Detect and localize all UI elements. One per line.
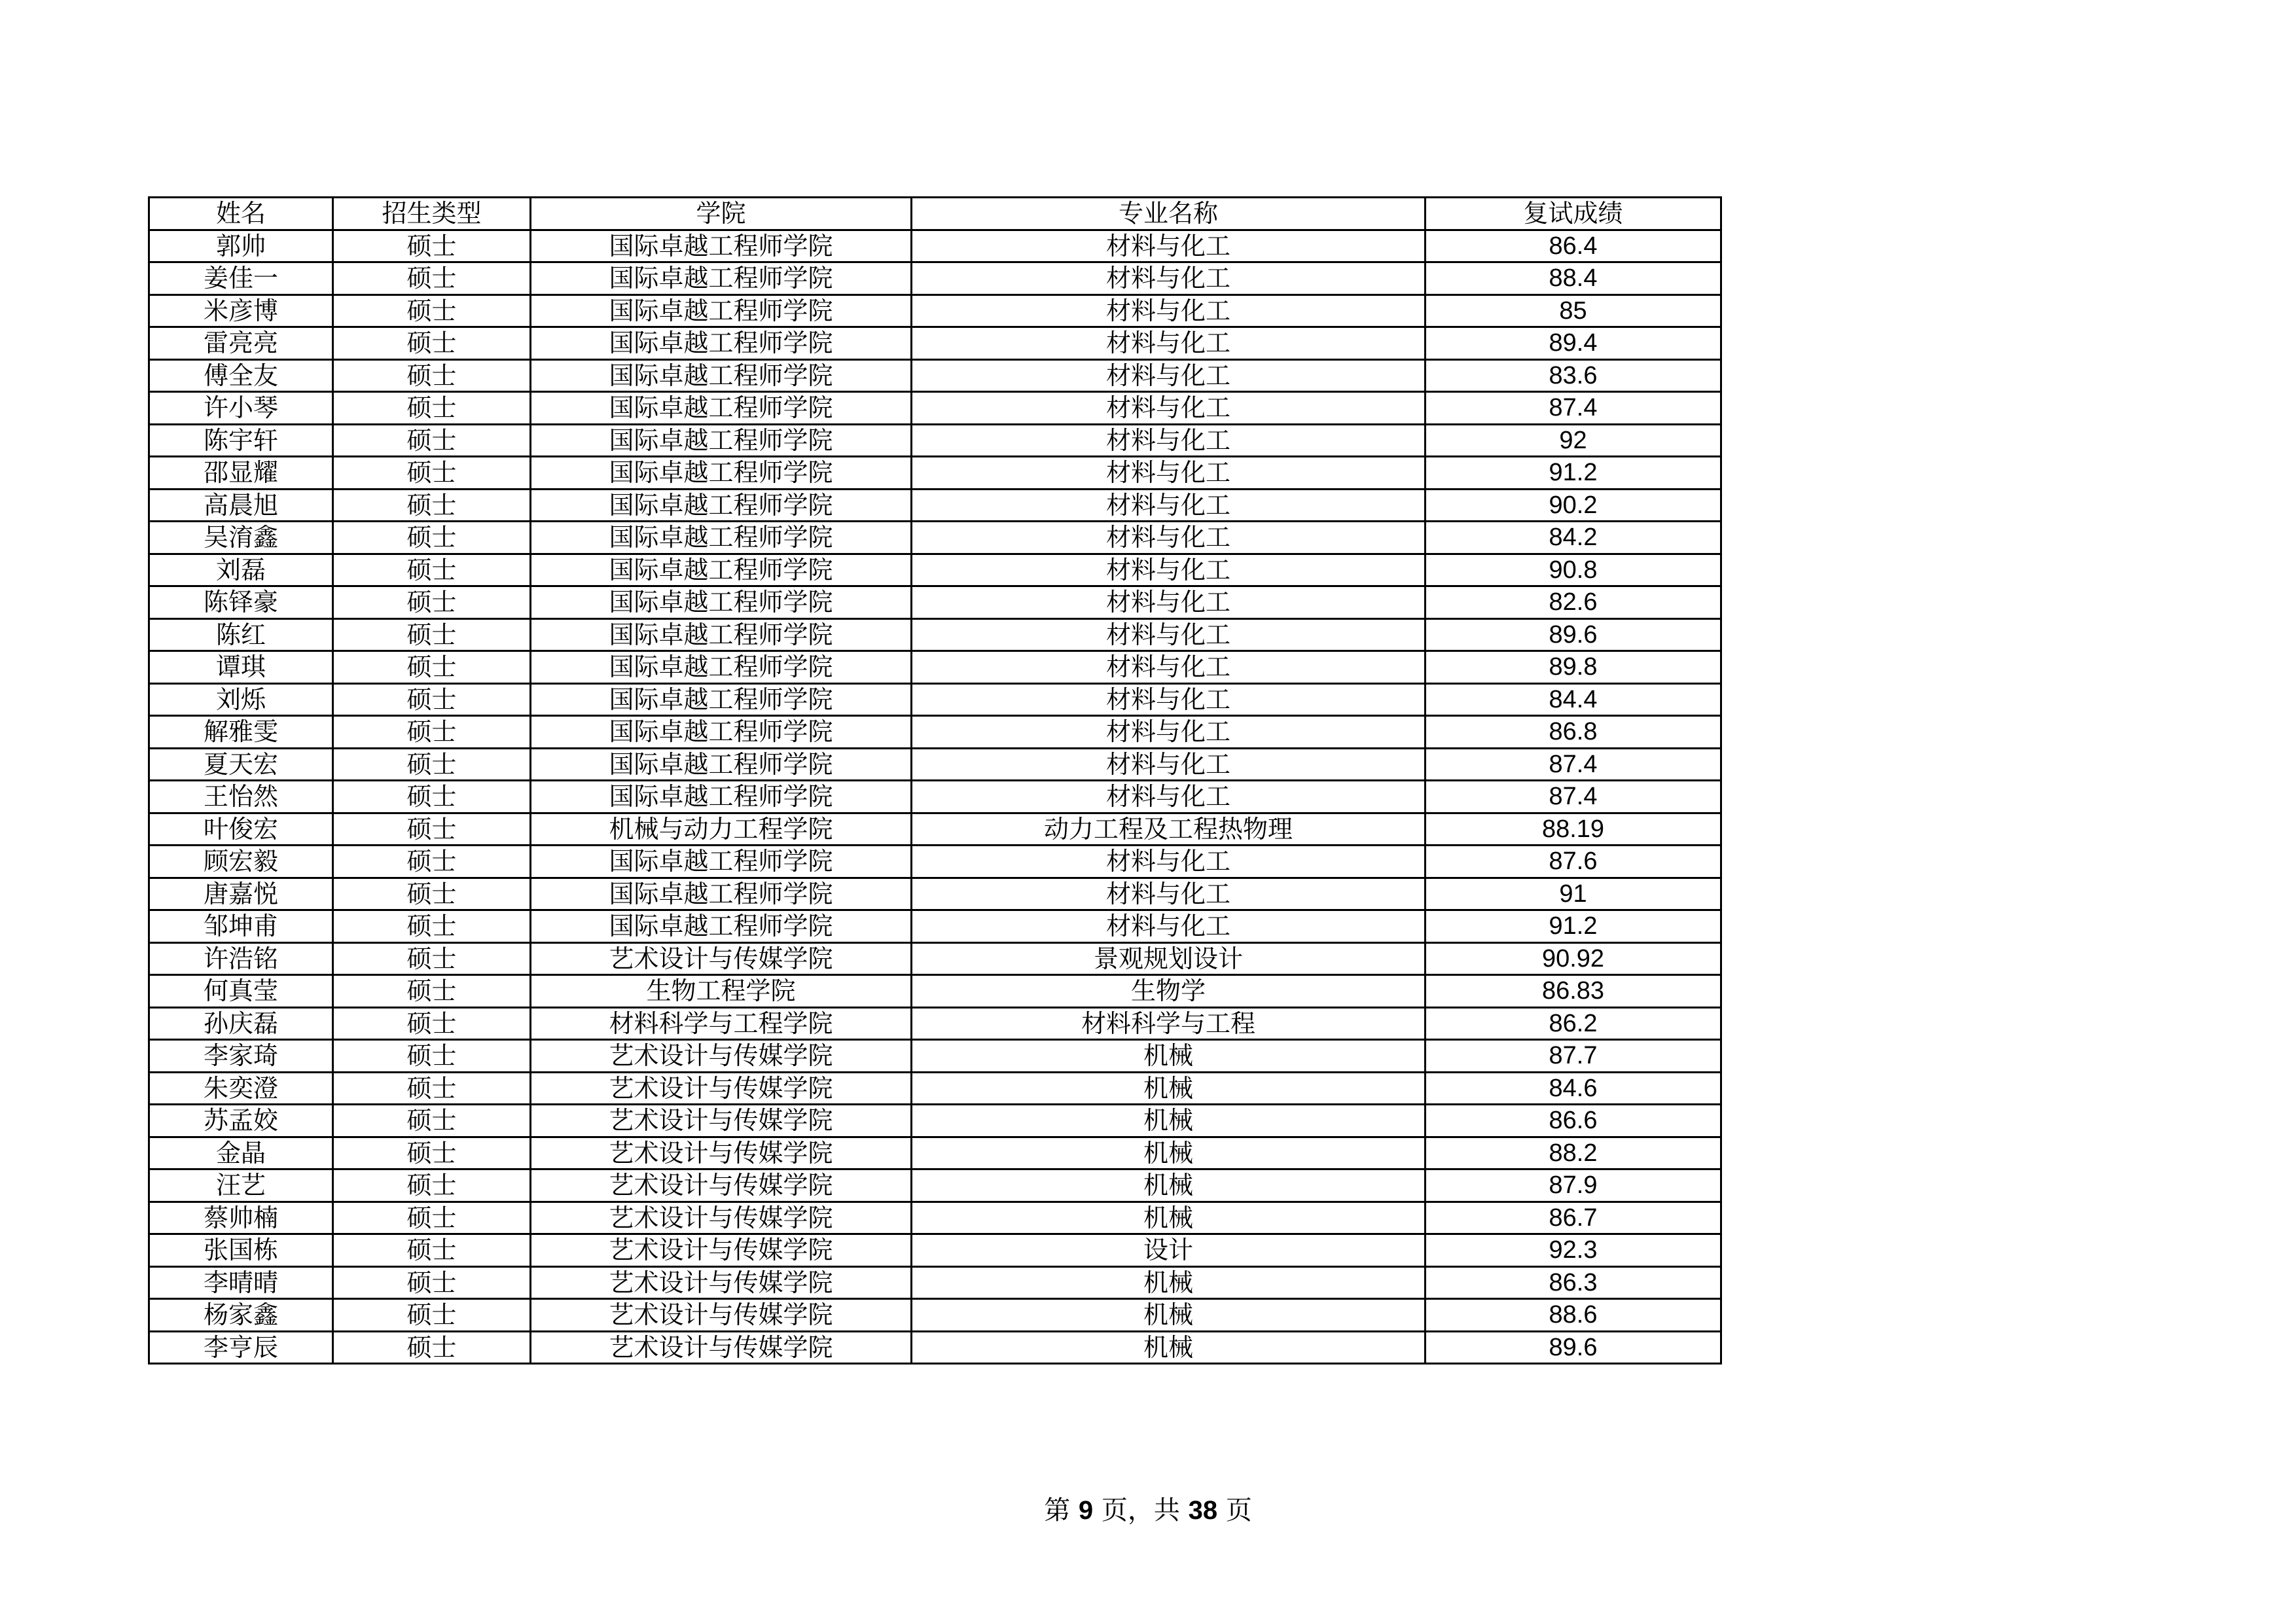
cell-major: 材料与化工 <box>912 392 1426 425</box>
cell-name: 顾宏毅 <box>149 846 333 878</box>
cell-name: 高晨旭 <box>149 489 333 522</box>
table-row <box>149 1202 1721 1234</box>
cell-retest-score: 84.6 <box>1426 1072 1721 1105</box>
cell-major: 材料与化工 <box>912 878 1426 910</box>
table-row <box>149 813 1721 846</box>
table-row <box>149 1169 1721 1202</box>
cell-major: 材料科学与工程 <box>912 1007 1426 1040</box>
cell-college: 艺术设计与传媒学院 <box>531 1072 912 1105</box>
table-row <box>149 878 1721 910</box>
table-row <box>149 1105 1721 1137</box>
table-body <box>149 230 1721 1364</box>
cell-major: 材料与化工 <box>912 781 1426 813</box>
cell-retest-score: 89.4 <box>1426 327 1721 360</box>
cell-retest-score: 90.92 <box>1426 942 1721 975</box>
cell-name: 陈铎豪 <box>149 586 333 619</box>
cell-retest-score: 88.4 <box>1426 262 1721 295</box>
cell-major: 材料与化工 <box>912 651 1426 684</box>
cell-retest-score: 88.6 <box>1426 1299 1721 1332</box>
footer-middle: 页，共 <box>1101 1495 1180 1525</box>
cell-college: 材料科学与工程学院 <box>531 1007 912 1040</box>
cell-name: 张国栋 <box>149 1234 333 1267</box>
cell-admission-type: 硕士 <box>333 230 531 262</box>
cell-college: 国际卓越工程师学院 <box>531 392 912 425</box>
table-row <box>149 457 1721 490</box>
cell-admission-type: 硕士 <box>333 1202 531 1234</box>
cell-major: 材料与化工 <box>912 586 1426 619</box>
table-row <box>149 359 1721 392</box>
cell-admission-type: 硕士 <box>333 1105 531 1137</box>
cell-college: 国际卓越工程师学院 <box>531 294 912 327</box>
cell-admission-type: 硕士 <box>333 1266 531 1299</box>
cell-admission-type: 硕士 <box>333 942 531 975</box>
cell-admission-type: 硕士 <box>333 359 531 392</box>
cell-admission-type: 硕士 <box>333 1007 531 1040</box>
cell-college: 艺术设计与传媒学院 <box>531 1202 912 1234</box>
cell-retest-score: 87.7 <box>1426 1040 1721 1073</box>
cell-major: 材料与化工 <box>912 489 1426 522</box>
cell-name: 邵显耀 <box>149 457 333 490</box>
cell-admission-type: 硕士 <box>333 262 531 295</box>
cell-name: 唐嘉悦 <box>149 878 333 910</box>
cell-name: 朱奕澄 <box>149 1072 333 1105</box>
cell-major: 材料与化工 <box>912 424 1426 457</box>
cell-retest-score: 86.7 <box>1426 1202 1721 1234</box>
cell-college: 国际卓越工程师学院 <box>531 781 912 813</box>
cell-college: 艺术设计与传媒学院 <box>531 1331 912 1364</box>
cell-major: 设计 <box>912 1234 1426 1267</box>
cell-admission-type: 硕士 <box>333 1299 531 1332</box>
footer-total-pages: 38 <box>1188 1496 1218 1525</box>
cell-name: 米彦博 <box>149 294 333 327</box>
table-row <box>149 522 1721 554</box>
cell-admission-type: 硕士 <box>333 748 531 781</box>
cell-retest-score: 84.4 <box>1426 683 1721 716</box>
cell-major: 材料与化工 <box>912 457 1426 490</box>
cell-college: 国际卓越工程师学院 <box>531 910 912 943</box>
cell-college: 机械与动力工程学院 <box>531 813 912 846</box>
cell-retest-score: 91 <box>1426 878 1721 910</box>
cell-name: 傅全友 <box>149 359 333 392</box>
cell-college: 国际卓越工程师学院 <box>531 683 912 716</box>
cell-retest-score: 86.4 <box>1426 230 1721 262</box>
cell-admission-type: 硕士 <box>333 489 531 522</box>
cell-college: 艺术设计与传媒学院 <box>531 1040 912 1073</box>
cell-major: 材料与化工 <box>912 716 1426 749</box>
table-row <box>149 424 1721 457</box>
cell-name: 邹坤甫 <box>149 910 333 943</box>
cell-major: 材料与化工 <box>912 748 1426 781</box>
cell-retest-score: 83.6 <box>1426 359 1721 392</box>
cell-college: 国际卓越工程师学院 <box>531 651 912 684</box>
cell-admission-type: 硕士 <box>333 457 531 490</box>
table-row <box>149 554 1721 586</box>
header-name: 姓名 <box>149 198 333 230</box>
cell-retest-score: 91.2 <box>1426 457 1721 490</box>
table-row <box>149 618 1721 651</box>
cell-retest-score: 87.6 <box>1426 846 1721 878</box>
cell-admission-type: 硕士 <box>333 781 531 813</box>
cell-admission-type: 硕士 <box>333 586 531 619</box>
cell-college: 国际卓越工程师学院 <box>531 262 912 295</box>
table-row <box>149 1266 1721 1299</box>
table-row <box>149 651 1721 684</box>
cell-retest-score: 82.6 <box>1426 586 1721 619</box>
cell-admission-type: 硕士 <box>333 813 531 846</box>
cell-admission-type: 硕士 <box>333 522 531 554</box>
cell-college: 国际卓越工程师学院 <box>531 586 912 619</box>
cell-admission-type: 硕士 <box>333 975 531 1008</box>
cell-retest-score: 89.6 <box>1426 618 1721 651</box>
table-row <box>149 716 1721 749</box>
cell-name: 李家琦 <box>149 1040 333 1073</box>
cell-retest-score: 84.2 <box>1426 522 1721 554</box>
cell-major: 材料与化工 <box>912 522 1426 554</box>
cell-admission-type: 硕士 <box>333 1072 531 1105</box>
header-row <box>149 198 1721 230</box>
cell-retest-score: 85 <box>1426 294 1721 327</box>
cell-college: 艺术设计与传媒学院 <box>531 1105 912 1137</box>
header-retest-score: 复试成绩 <box>1426 198 1721 230</box>
cell-name: 许小琴 <box>149 392 333 425</box>
score-table <box>148 196 1722 1364</box>
cell-major: 机械 <box>912 1266 1426 1299</box>
cell-retest-score: 86.8 <box>1426 716 1721 749</box>
cell-college: 艺术设计与传媒学院 <box>531 1234 912 1267</box>
cell-college: 国际卓越工程师学院 <box>531 457 912 490</box>
table-row <box>149 586 1721 619</box>
table-row <box>149 1137 1721 1169</box>
cell-retest-score: 86.2 <box>1426 1007 1721 1040</box>
footer-suffix: 页 <box>1225 1495 1252 1525</box>
cell-admission-type: 硕士 <box>333 846 531 878</box>
cell-major: 景观规划设计 <box>912 942 1426 975</box>
cell-retest-score: 92.3 <box>1426 1234 1721 1267</box>
cell-college: 艺术设计与传媒学院 <box>531 942 912 975</box>
cell-retest-score: 90.8 <box>1426 554 1721 586</box>
cell-retest-score: 89.6 <box>1426 1331 1721 1364</box>
cell-name: 蔡帅楠 <box>149 1202 333 1234</box>
cell-name: 姜佳一 <box>149 262 333 295</box>
cell-name: 陈宇轩 <box>149 424 333 457</box>
header-major: 专业名称 <box>912 198 1426 230</box>
table-row <box>149 1234 1721 1267</box>
table-row <box>149 975 1721 1008</box>
cell-major: 材料与化工 <box>912 683 1426 716</box>
table-row <box>149 1331 1721 1364</box>
cell-name: 谭琪 <box>149 651 333 684</box>
cell-admission-type: 硕士 <box>333 554 531 586</box>
cell-major: 机械 <box>912 1072 1426 1105</box>
cell-name: 刘烁 <box>149 683 333 716</box>
header-college: 学院 <box>531 198 912 230</box>
cell-college: 艺术设计与传媒学院 <box>531 1299 912 1332</box>
cell-major: 材料与化工 <box>912 327 1426 360</box>
cell-admission-type: 硕士 <box>333 878 531 910</box>
cell-major: 机械 <box>912 1040 1426 1073</box>
page-footer <box>0 1497 2296 1524</box>
cell-admission-type: 硕士 <box>333 618 531 651</box>
cell-name: 许浩铭 <box>149 942 333 975</box>
cell-major: 材料与化工 <box>912 618 1426 651</box>
cell-retest-score: 90.2 <box>1426 489 1721 522</box>
table-row <box>149 489 1721 522</box>
table-row <box>149 1007 1721 1040</box>
cell-college: 艺术设计与传媒学院 <box>531 1266 912 1299</box>
cell-major: 材料与化工 <box>912 230 1426 262</box>
footer-page-number: 9 <box>1078 1496 1094 1525</box>
cell-retest-score: 92 <box>1426 424 1721 457</box>
cell-major: 材料与化工 <box>912 294 1426 327</box>
cell-major: 机械 <box>912 1331 1426 1364</box>
cell-admission-type: 硕士 <box>333 1169 531 1202</box>
cell-retest-score: 86.3 <box>1426 1266 1721 1299</box>
cell-retest-score: 89.8 <box>1426 651 1721 684</box>
cell-name: 何真莹 <box>149 975 333 1008</box>
cell-retest-score: 87.4 <box>1426 748 1721 781</box>
cell-retest-score: 86.6 <box>1426 1105 1721 1137</box>
table-row <box>149 683 1721 716</box>
table-row <box>149 294 1721 327</box>
cell-admission-type: 硕士 <box>333 683 531 716</box>
cell-name: 孙庆磊 <box>149 1007 333 1040</box>
table-row <box>149 942 1721 975</box>
cell-major: 生物学 <box>912 975 1426 1008</box>
cell-major: 材料与化工 <box>912 846 1426 878</box>
cell-college: 艺术设计与传媒学院 <box>531 1169 912 1202</box>
cell-retest-score: 86.83 <box>1426 975 1721 1008</box>
table-row <box>149 1040 1721 1073</box>
cell-admission-type: 硕士 <box>333 1331 531 1364</box>
cell-name: 金晶 <box>149 1137 333 1169</box>
cell-college: 国际卓越工程师学院 <box>531 748 912 781</box>
cell-college: 国际卓越工程师学院 <box>531 846 912 878</box>
cell-major: 机械 <box>912 1299 1426 1332</box>
table-row <box>149 1299 1721 1332</box>
cell-admission-type: 硕士 <box>333 910 531 943</box>
table-row <box>149 230 1721 262</box>
cell-retest-score: 87.4 <box>1426 781 1721 813</box>
cell-name: 解雅雯 <box>149 716 333 749</box>
cell-admission-type: 硕士 <box>333 1040 531 1073</box>
cell-major: 机械 <box>912 1137 1426 1169</box>
cell-college: 国际卓越工程师学院 <box>531 327 912 360</box>
table-row <box>149 748 1721 781</box>
cell-name: 杨家鑫 <box>149 1299 333 1332</box>
cell-major: 动力工程及工程热物理 <box>912 813 1426 846</box>
header-admission-type: 招生类型 <box>333 198 531 230</box>
cell-name: 雷亮亮 <box>149 327 333 360</box>
footer-prefix: 第 <box>1044 1495 1071 1525</box>
cell-college: 国际卓越工程师学院 <box>531 554 912 586</box>
cell-admission-type: 硕士 <box>333 651 531 684</box>
cell-admission-type: 硕士 <box>333 1234 531 1267</box>
cell-major: 机械 <box>912 1202 1426 1234</box>
cell-retest-score: 87.9 <box>1426 1169 1721 1202</box>
cell-major: 材料与化工 <box>912 359 1426 392</box>
cell-retest-score: 87.4 <box>1426 392 1721 425</box>
cell-retest-score: 88.19 <box>1426 813 1721 846</box>
cell-major: 材料与化工 <box>912 910 1426 943</box>
cell-college: 国际卓越工程师学院 <box>531 878 912 910</box>
cell-admission-type: 硕士 <box>333 716 531 749</box>
cell-name: 刘磊 <box>149 554 333 586</box>
cell-college: 国际卓越工程师学院 <box>531 489 912 522</box>
cell-admission-type: 硕士 <box>333 1137 531 1169</box>
cell-name: 郭帅 <box>149 230 333 262</box>
cell-admission-type: 硕士 <box>333 424 531 457</box>
cell-college: 国际卓越工程师学院 <box>531 424 912 457</box>
cell-retest-score: 91.2 <box>1426 910 1721 943</box>
table-row <box>149 392 1721 425</box>
table-row <box>149 262 1721 295</box>
cell-name: 叶俊宏 <box>149 813 333 846</box>
cell-name: 吴淯鑫 <box>149 522 333 554</box>
cell-college: 生物工程学院 <box>531 975 912 1008</box>
cell-major: 机械 <box>912 1105 1426 1137</box>
cell-college: 艺术设计与传媒学院 <box>531 1137 912 1169</box>
cell-major: 材料与化工 <box>912 262 1426 295</box>
cell-major: 材料与化工 <box>912 554 1426 586</box>
cell-name: 李亨辰 <box>149 1331 333 1364</box>
cell-college: 国际卓越工程师学院 <box>531 716 912 749</box>
cell-admission-type: 硕士 <box>333 327 531 360</box>
table-row <box>149 781 1721 813</box>
cell-college: 国际卓越工程师学院 <box>531 230 912 262</box>
cell-name: 王怡然 <box>149 781 333 813</box>
cell-name: 夏天宏 <box>149 748 333 781</box>
cell-college: 国际卓越工程师学院 <box>531 522 912 554</box>
table-row <box>149 1072 1721 1105</box>
cell-major: 机械 <box>912 1169 1426 1202</box>
cell-admission-type: 硕士 <box>333 392 531 425</box>
cell-name: 陈红 <box>149 618 333 651</box>
cell-retest-score: 88.2 <box>1426 1137 1721 1169</box>
cell-college: 国际卓越工程师学院 <box>531 618 912 651</box>
cell-college: 国际卓越工程师学院 <box>531 359 912 392</box>
table-row <box>149 846 1721 878</box>
cell-admission-type: 硕士 <box>333 294 531 327</box>
cell-name: 苏孟姣 <box>149 1105 333 1137</box>
cell-name: 李晴晴 <box>149 1266 333 1299</box>
table-row <box>149 327 1721 360</box>
table-row <box>149 910 1721 943</box>
cell-name: 汪艺 <box>149 1169 333 1202</box>
